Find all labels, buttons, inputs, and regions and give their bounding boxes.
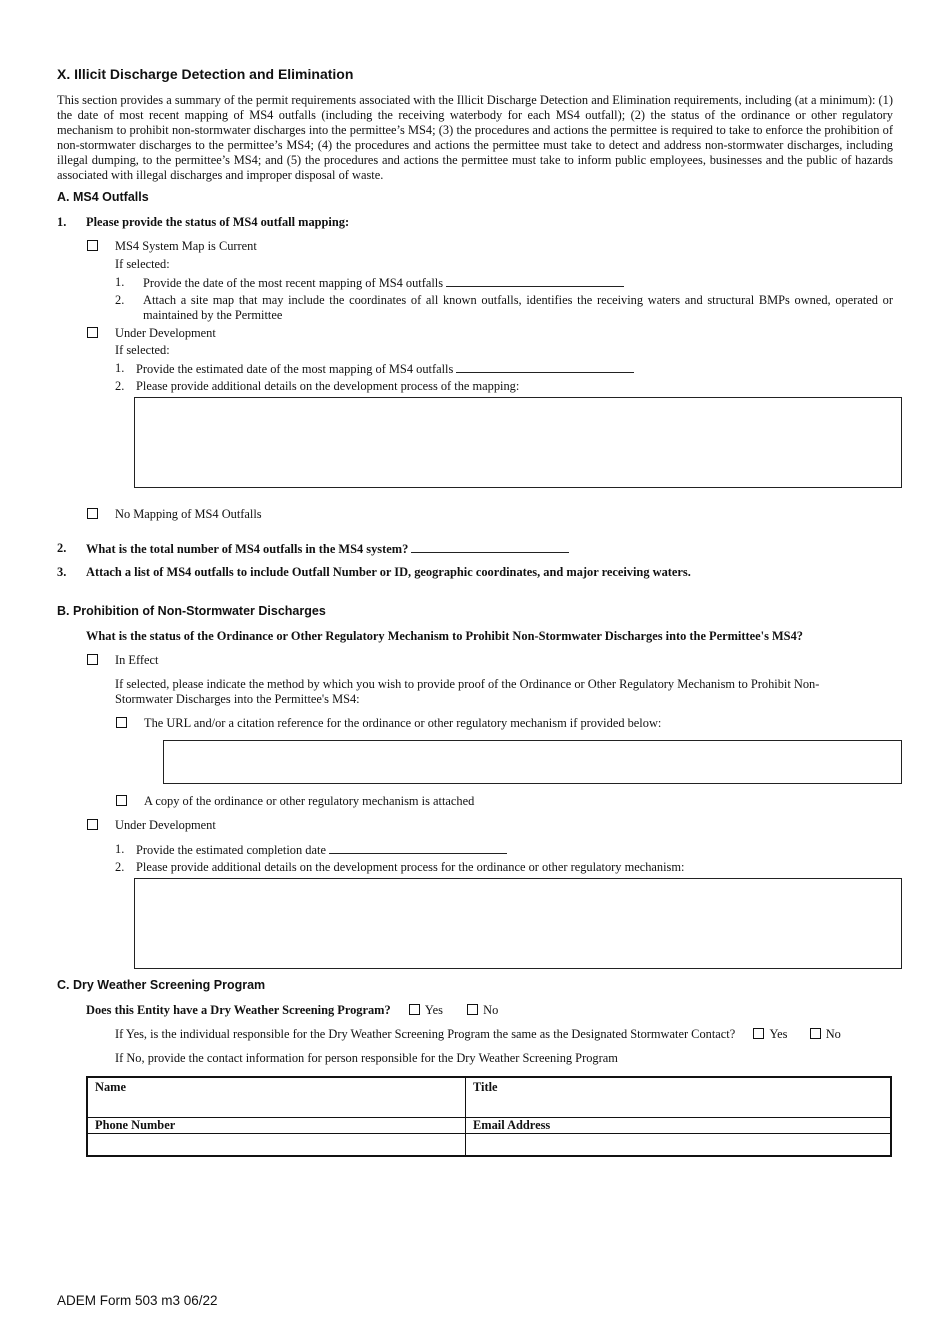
checkbox-in-effect[interactable]: [87, 654, 98, 665]
email-label-cell: [466, 1117, 892, 1133]
dev-1-number: 1.: [115, 361, 125, 375]
name-label: Name: [95, 1080, 126, 1094]
date-recent-mapping-field[interactable]: [446, 275, 624, 287]
label-in-effect: In Effect: [115, 653, 159, 667]
title-label: Title: [473, 1080, 498, 1094]
b-dev-1-number: 1.: [115, 842, 125, 856]
dev-1-text: Provide the estimated date of the most mapping of MS4 outfalls: [136, 362, 454, 376]
dev-2-number: 2.: [115, 379, 125, 393]
if-selected-label-2: If selected:: [115, 343, 170, 357]
completion-date-field[interactable]: [329, 842, 507, 854]
label-map-current: MS4 System Map is Current: [115, 239, 257, 253]
checkbox-same-contact-yes[interactable]: [753, 1028, 764, 1039]
label-ordinance-under-development: Under Development: [115, 818, 216, 832]
dry-weather-question: Does this Entity have a Dry Weather Screening Program?: [86, 1003, 391, 1017]
if-selected-label: If selected:: [115, 257, 170, 271]
total-outfalls-field[interactable]: [411, 541, 569, 553]
checkbox-map-under-development[interactable]: [87, 327, 98, 338]
q3-text: Attach a list of MS4 outfalls to include Outfall Number or ID, geographic coordinates, and major receiving waters.: [86, 565, 691, 579]
label-no-mapping: No Mapping of MS4 Outfalls: [115, 507, 262, 521]
phone-label: Phone Number: [95, 1117, 176, 1132]
phone-label-cell: [87, 1117, 466, 1133]
checkbox-ordinance-under-development[interactable]: [87, 819, 98, 830]
label-url-citation: The URL and/or a citation reference for the ordinance or other regulatory mechanism if provided below:: [144, 716, 662, 730]
checkbox-dws-yes[interactable]: [409, 1004, 420, 1015]
checkbox-same-contact-no[interactable]: [810, 1028, 821, 1039]
dev-2-text: Please provide additional details on the development process of the mapping:: [136, 379, 520, 393]
title-cell[interactable]: [466, 1077, 892, 1117]
ordinance-details-textbox[interactable]: [134, 878, 902, 969]
label-same-contact-no: No: [825, 1027, 841, 1041]
label-same-contact-yes: Yes: [769, 1027, 788, 1041]
heading-dry-weather: C. Dry Weather Screening Program: [57, 978, 266, 992]
same-contact-question: If Yes, is the individual responsible for the Dry Weather Screening Program the same as the Designated Stormwater Contact?: [115, 1027, 736, 1041]
checkbox-url-citation[interactable]: [116, 717, 127, 728]
q2-text: What is the total number of MS4 outfalls in the MS4 system?: [86, 542, 409, 556]
label-map-under-development: Under Development: [115, 326, 216, 340]
cur-1-text: Provide the date of the most recent mapping of MS4 outfalls: [143, 276, 444, 290]
label-dws-yes: Yes: [424, 1003, 443, 1017]
intro-paragraph: This section provides a summary of the permit requirements associated with the Illicit Discharge Detection and Elimination requirements, including (at a minimum): (1) the date of most recent mapping of MS4 outfalls (including the receiving waterbody for each MS4 outfall); (2) the status of the ordinance or other regulatory mechanism to prohibit non-stormwater discharges into the permittee’s MS4; (3) the procedures and actions the permittee is required to take to enforce the prohibition of non-stormwater discharges to the permittee’s MS4; (4) the procedures and actions the permittee must take to detect and address non-stormwater discharges, including illegal dumping, to the permittee’s MS4; and (5) the procedures and actions the permittee must take to inform public employees, businesses and the public of hazards associated with illegal discharges and improper disposal of waste.: [57, 93, 893, 182]
if-no-instruction: If No, provide the contact information for person responsible for the Dry Weather Screening Program: [115, 1051, 618, 1065]
phone-input-cell[interactable]: [87, 1133, 466, 1156]
url-citation-textbox[interactable]: [163, 740, 902, 784]
section-title: X. Illicit Discharge Detection and Elimination: [57, 66, 354, 82]
checkbox-no-mapping[interactable]: [87, 508, 98, 519]
q2-number: 2.: [57, 541, 67, 555]
cur-2-text: Attach a site map that may include the coordinates of all known outfalls, identifies the receiving waters and structural BMPs owned, operated or maintained by the Permittee: [143, 293, 893, 322]
cur-2-number: 2.: [115, 293, 125, 307]
checkbox-copy-attached[interactable]: [116, 795, 127, 806]
label-copy-attached: A copy of the ordinance or other regulatory mechanism is attached: [144, 794, 475, 808]
heading-ms4-outfalls: A. MS4 Outfalls: [57, 190, 149, 204]
in-effect-note: If selected, please indicate the method by which you wish to provide proof of the Ordinance or Other Regulatory Mechanism to Prohibit Non-Stormwater Discharges into the Permittee's MS4:: [115, 677, 820, 706]
form-footer: ADEM Form 503 m3 06/22: [57, 1293, 218, 1308]
cur-1-number: 1.: [115, 275, 125, 289]
q3-number: 3.: [57, 565, 67, 579]
name-cell[interactable]: [87, 1077, 466, 1117]
q1-number: 1.: [57, 215, 67, 229]
label-dws-no: No: [483, 1003, 499, 1017]
prohibition-question: What is the status of the Ordinance or Other Regulatory Mechanism to Prohibit Non-Stormwater Discharges into the Permittee's MS4?: [86, 629, 803, 643]
heading-prohibition: B. Prohibition of Non-Stormwater Discharges: [57, 604, 326, 618]
b-dev-2-text: Please provide additional details on the development process for the ordinance or other regulatory mechanism:: [136, 860, 685, 874]
email-label: Email Address: [473, 1117, 551, 1132]
checkbox-map-current[interactable]: [87, 240, 98, 251]
email-input-cell[interactable]: [466, 1133, 892, 1156]
checkbox-dws-no[interactable]: [467, 1004, 478, 1015]
estimated-mapping-date-field[interactable]: [456, 361, 634, 373]
b-dev-2-number: 2.: [115, 860, 125, 874]
q1-text: Please provide the status of MS4 outfall mapping:: [86, 215, 350, 229]
mapping-details-textbox[interactable]: [134, 397, 902, 488]
contact-table: [86, 1076, 892, 1157]
b-dev-1-text: Provide the estimated completion date: [136, 843, 326, 857]
